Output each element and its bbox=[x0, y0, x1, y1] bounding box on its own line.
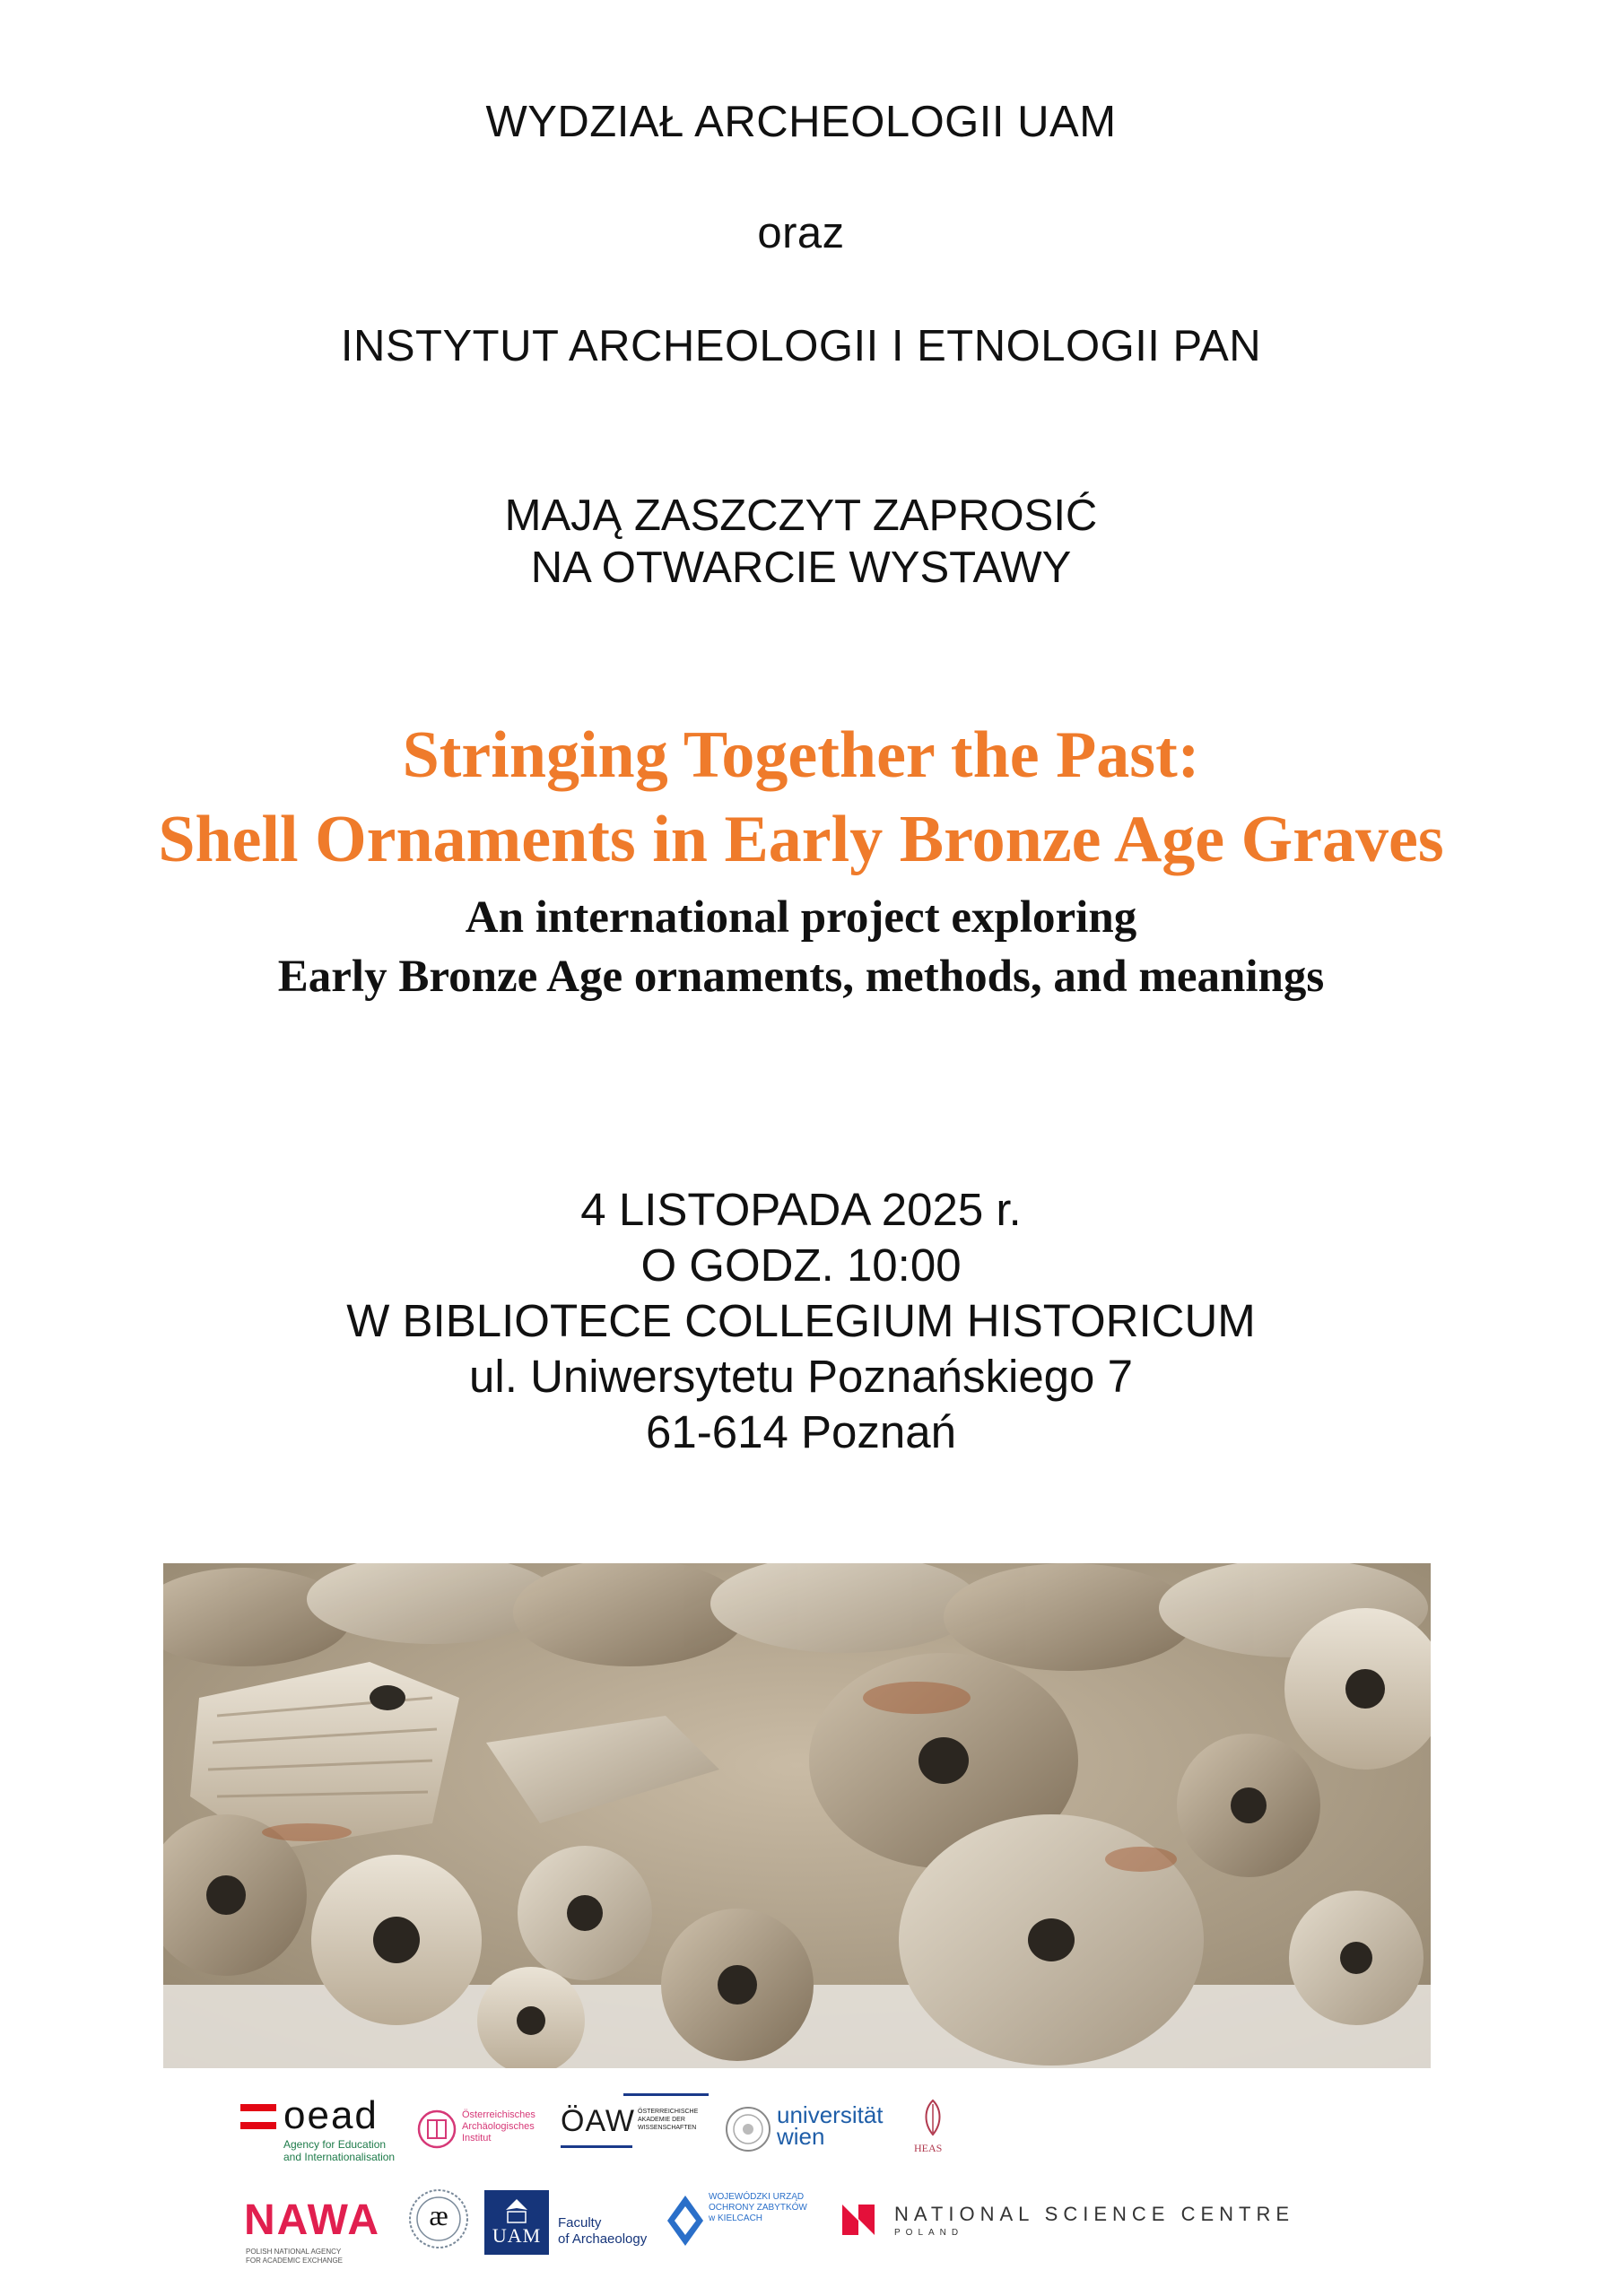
partner-logos bbox=[0, 2090, 1602, 2296]
nawa-line-2: FOR ACADEMIC EXCHANGE bbox=[246, 2257, 344, 2265]
ncn-logo bbox=[839, 2199, 1341, 2253]
invitation-line-1: MAJĄ ZASZCZYT ZAPROSIĆ bbox=[504, 491, 1098, 540]
event-street: ul. Uniwersytetu Poznańskiego 7 bbox=[469, 1351, 1133, 1402]
oead-logo bbox=[240, 2093, 411, 2166]
uam-line-1: Faculty bbox=[558, 2215, 602, 2231]
uam-logo bbox=[484, 2190, 664, 2262]
oai-line-1: Österreichisches bbox=[462, 2109, 535, 2120]
nawa-line-1: POLISH NATIONAL AGENCY bbox=[246, 2248, 342, 2256]
heas-logo bbox=[910, 2099, 955, 2161]
ncn-emblem-icon bbox=[839, 2199, 878, 2239]
event-city: 61-614 Poznań bbox=[646, 1406, 956, 1457]
oai-line-3: Institut bbox=[462, 2133, 492, 2144]
uam-line-2: of Archaeology bbox=[558, 2231, 648, 2247]
exhibition-subtitle-line-1: An international project exploring bbox=[465, 892, 1137, 943]
oaw-wordmark: ÖAW bbox=[561, 2104, 635, 2138]
heas-emblem-icon bbox=[919, 2099, 946, 2138]
wuoz-line-2: OCHRONY ZABYTKÓW bbox=[709, 2203, 807, 2213]
exhibition-title-line-1: Stringing Together the Past: bbox=[402, 718, 1200, 792]
nawa-logo bbox=[244, 2196, 405, 2276]
oai-line-2: Archäologisches bbox=[462, 2121, 535, 2132]
event-date: 4 LISTOPADA 2025 r. bbox=[580, 1184, 1022, 1235]
ncn-line-1: NATIONAL SCIENCE CENTRE bbox=[894, 2203, 1295, 2225]
event-time: O GODZ. 10:00 bbox=[640, 1239, 962, 1291]
shell-ornaments-photo bbox=[163, 1563, 1431, 2068]
wuoz-line-1: WOJEWÓDZKI URZĄD bbox=[709, 2192, 805, 2202]
austrian-flag-icon bbox=[240, 2104, 285, 2131]
oead-wordmark: oead bbox=[283, 2093, 379, 2137]
uam-emblem-icon bbox=[484, 2190, 549, 2255]
oai-emblem-icon bbox=[417, 2109, 457, 2149]
conjunction: oraz bbox=[757, 209, 845, 257]
oaw-line-1: ÖSTERREICHISCHE bbox=[638, 2109, 699, 2115]
organizer-uam: WYDZIAŁ ARCHEOLOGII UAM bbox=[485, 98, 1117, 146]
oaw-line-3: WISSENSCHAFTEN bbox=[638, 2125, 697, 2131]
ae-logo bbox=[408, 2188, 473, 2253]
ae-wordmark: æ bbox=[429, 2199, 448, 2231]
oead-tagline-1: Agency for Education bbox=[283, 2138, 387, 2151]
uam-wordmark: UAM bbox=[492, 2224, 542, 2247]
invitation-line-2: NA OTWARCIE WYSTAWY bbox=[530, 544, 1072, 592]
oai-logo bbox=[417, 2106, 543, 2160]
oaw-logo bbox=[561, 2090, 713, 2161]
exhibition-title-line-2: Shell Ornaments in Early Bronze Age Graves bbox=[158, 803, 1444, 876]
ncn-line-2: POLAND bbox=[894, 2228, 964, 2238]
wuoz-logo bbox=[666, 2190, 827, 2262]
oaw-line-2: AKADEMIE DER bbox=[638, 2117, 685, 2123]
wuoz-emblem-icon bbox=[666, 2194, 705, 2248]
univie-logo bbox=[725, 2101, 904, 2160]
exhibition-subtitle-line-2: Early Bronze Age ornaments, methods, and meanings bbox=[277, 952, 1325, 1002]
univie-line-2: wien bbox=[777, 2123, 825, 2150]
univie-seal-icon bbox=[725, 2106, 771, 2152]
nawa-wordmark: NAWA bbox=[244, 2196, 380, 2244]
univie-line-1: universität bbox=[777, 2101, 884, 2128]
event-venue: W BIBLIOTECE COLLEGIUM HISTORICUM bbox=[346, 1295, 1256, 1346]
heas-wordmark: HEAS bbox=[914, 2142, 943, 2154]
organizer-pan: INSTYTUT ARCHEOLOGII I ETNOLOGII PAN bbox=[340, 322, 1262, 370]
oead-tagline-2: and Internationalisation bbox=[283, 2151, 396, 2163]
wuoz-line-3: w KIELCACH bbox=[709, 2213, 763, 2223]
